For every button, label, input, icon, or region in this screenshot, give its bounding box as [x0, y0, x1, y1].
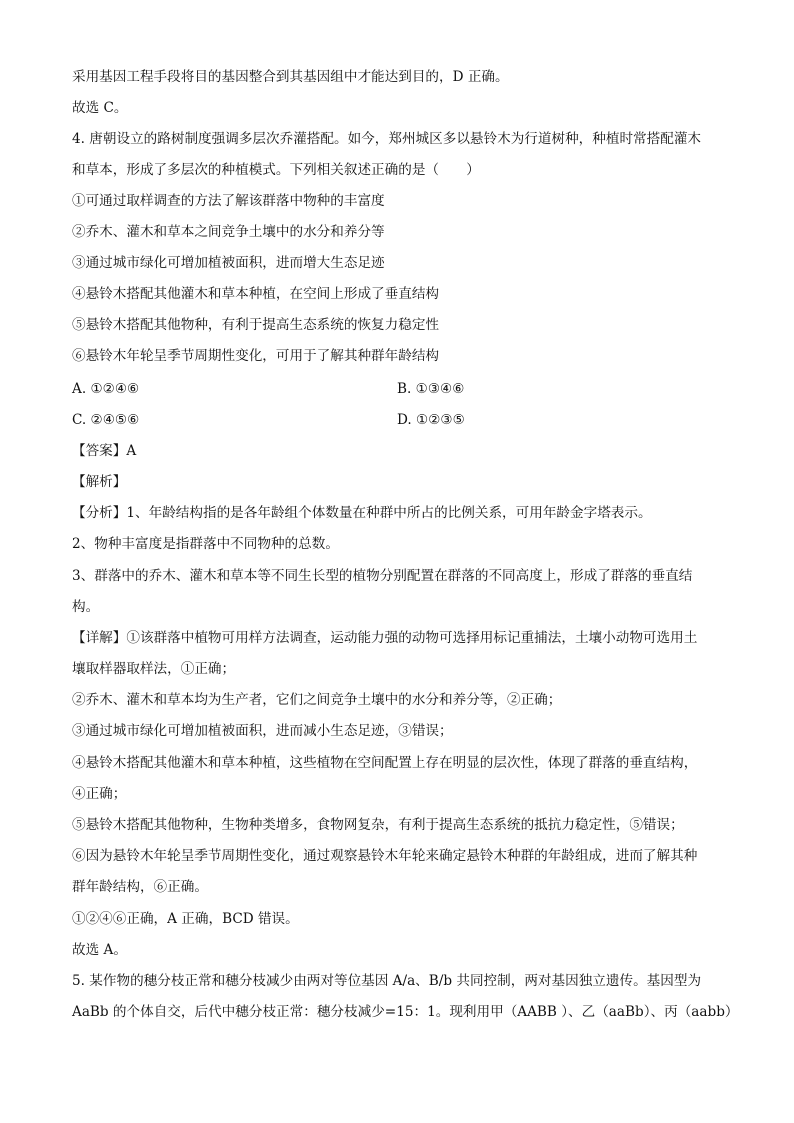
analysis-line: 构。 — [72, 599, 100, 615]
text-line: 采用基因工程手段将目的基因整合到其基因组中才能达到目的，D 正确。 — [72, 69, 509, 85]
analysis-line: 【分析】1、年龄结构指的是各年龄组个体数量在种群中所占的比例关系，可用年龄金字塔表示。 — [72, 505, 652, 521]
detail-line: ⑤悬铃木搭配其他物种，生物种类增多，食物网复杂，有利于提高生态系统的抵抗力稳定性，⑤错误； — [72, 817, 684, 833]
detail-line: 壤取样器取样法，①正确； — [72, 661, 236, 677]
statement-2: ②乔木、灌木和草本之间竞争土壤中的水分和养分等 — [72, 224, 385, 240]
option-c: C. ②④⑤⑥ — [72, 412, 140, 428]
conclusion-line: ①②④⑥正确，A 正确，BCD 错误。 — [72, 911, 299, 927]
option-b: B. ①③④⑥ — [397, 381, 465, 397]
statement-3: ③通过城市绿化可增加植被面积，进而增大生态足迹 — [72, 255, 385, 271]
answer-label: 【答案】A — [72, 443, 137, 459]
analysis-line: 2、物种丰富度是指群落中不同物种的总数。 — [72, 536, 339, 552]
statement-1: ①可通过取样调查的方法了解该群落中物种的丰富度 — [72, 193, 385, 209]
option-d: D. ①②③⑤ — [397, 412, 465, 428]
question-4-stem: 4. 唐朝设立的路树制度强调多层次乔灌搭配。如今，郑州城区多以悬铃木为行道树种，种植时常搭配灌木 — [72, 131, 702, 147]
statement-5: ⑤悬铃木搭配其他物种，有利于提高生态系统的恢复力稳定性 — [72, 317, 440, 333]
detail-line: ⑥因为悬铃木年轮呈季节周期性变化，通过观察悬铃木年轮来确定悬铃木种群的年龄组成，进而了解其种 — [72, 848, 698, 864]
detail-line: ②乔木、灌木和草本均为生产者，它们之间竞争土壤中的水分和养分等，②正确； — [72, 692, 562, 708]
option-a: A. ①②④⑥ — [72, 381, 140, 397]
choice-line: 故选 A。 — [72, 942, 127, 958]
detail-line: ③通过城市绿化可增加植被面积，进而减小生态足迹，③错误； — [72, 723, 453, 739]
detail-line: ④悬铃木搭配其他灌木和草本种植，这些植物在空间配置上存在明显的层次性，体现了群落的垂直结构， — [72, 755, 698, 771]
statement-4: ④悬铃木搭配其他灌木和草本种植，在空间上形成了垂直结构 — [72, 286, 440, 302]
analysis-line: 3、群落中的乔木、灌木和草本等不同生长型的植物分别配置在群落的不同高度上，形成了群落的垂直结 — [72, 568, 693, 584]
text-line: 故选 C。 — [72, 100, 128, 116]
question-5-stem: 5. 某作物的穗分枝正常和穗分枝减少由两对等位基因 A/a、B/b 共同控制，两对基因独立遗传。基因型为 — [72, 973, 702, 989]
detail-line: 【详解】①该群落中植物可用样方法调查，运动能力强的动物可选择用标记重捕法，土壤小动物可选用土 — [72, 630, 698, 646]
analysis-label: 【解析】 — [72, 474, 127, 490]
statement-6: ⑥悬铃木年轮呈季节周期性变化，可用于了解其种群年龄结构 — [72, 348, 440, 364]
question-5-stem: AaBb 的个体自交，后代中穗分枝正常：穗分枝减少=15：1。现利用甲（AABB ）、乙（aaBb）、丙（aabb） — [72, 1004, 739, 1020]
detail-line: ④正确； — [72, 786, 127, 802]
detail-line: 群年龄结构，⑥正确。 — [72, 879, 208, 895]
question-4-stem: 和草本，形成了多层次的种植模式。下列相关叙述正确的是（ ） — [72, 162, 480, 178]
